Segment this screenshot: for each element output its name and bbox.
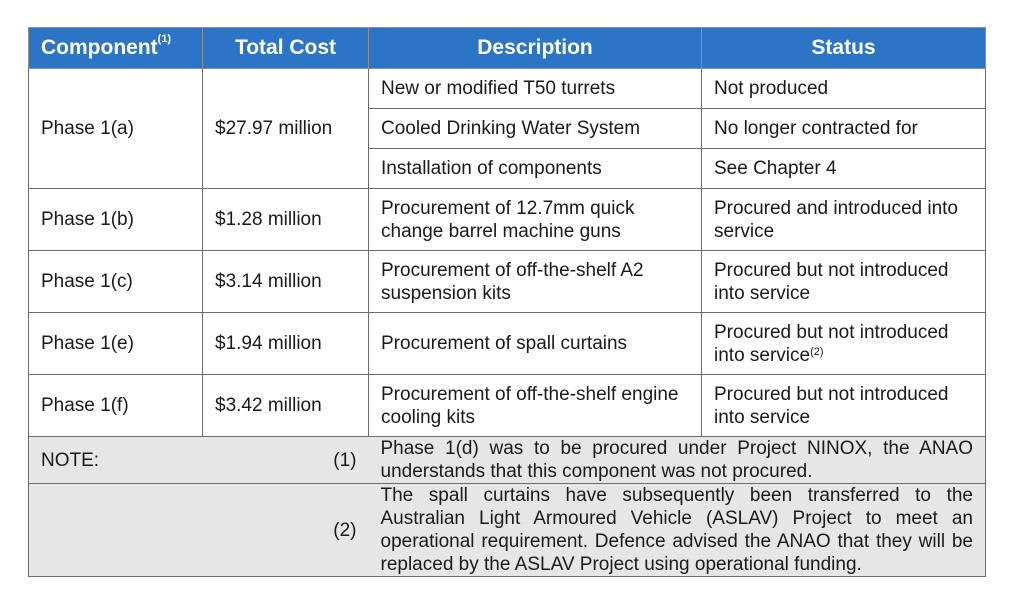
table-row — [29, 375, 986, 437]
table-row — [29, 189, 986, 251]
header-component-label: Component — [41, 36, 158, 59]
note-row — [29, 484, 986, 577]
cost-cell: $1.94 million — [203, 313, 369, 375]
description-cell: Procurement of off-the-shelf A2 suspension kits — [369, 251, 702, 313]
header-description: Description — [369, 28, 702, 69]
header-component — [29, 28, 203, 69]
status-cell: Procured but not introduced into service — [702, 375, 986, 437]
header-status: Status — [702, 28, 986, 69]
cost-cell: $1.28 million — [203, 189, 369, 251]
table-row — [29, 69, 986, 109]
component-cell: Phase 1(b) — [29, 189, 203, 251]
status-footnote: (2) — [810, 345, 824, 358]
note-row — [29, 437, 986, 484]
description-cell: Procurement of off-the-shelf engine cooling kits — [369, 375, 702, 437]
status-cell: See Chapter 4 — [702, 149, 986, 189]
description-cell: Procurement of spall curtains — [369, 313, 702, 375]
status-cell — [702, 313, 986, 375]
status-text: Procured but not introduced into service — [714, 321, 949, 366]
description-cell: New or modified T50 turrets — [369, 69, 702, 109]
component-cell: Phase 1(e) — [29, 313, 203, 375]
description-cell: Cooled Drinking Water System — [369, 109, 702, 149]
table-row — [29, 313, 986, 375]
note-label: NOTE: — [29, 437, 203, 484]
description-cell: Installation of components — [369, 149, 702, 189]
header-row — [29, 28, 986, 69]
table-row — [29, 251, 986, 313]
header-component-footnote: (1) — [157, 33, 172, 45]
status-cell: Not produced — [702, 69, 986, 109]
note-number: (2) — [203, 484, 369, 577]
note-label-empty — [29, 484, 203, 577]
status-cell: Procured and introduced into service — [702, 189, 986, 251]
components-table — [28, 27, 986, 577]
note-number: (1) — [203, 437, 369, 484]
header-total-cost: Total Cost — [203, 28, 369, 69]
note-text: Phase 1(d) was to be procured under Project NINOX, the ANAO understands that this component was not procured. — [369, 437, 986, 484]
cost-cell: $3.14 million — [203, 251, 369, 313]
component-cell: Phase 1(f) — [29, 375, 203, 437]
component-cell: Phase 1(c) — [29, 251, 203, 313]
cost-cell: $3.42 million — [203, 375, 369, 437]
component-cell: Phase 1(a) — [29, 69, 203, 189]
note-text: The spall curtains have subsequently been transferred to the Australian Light Armoured Vehicle (ASLAV) Project to meet an operational requirement. Defence advised the ANAO that they will be replaced by the ASLAV Project using operational funding. — [369, 484, 986, 577]
description-cell: Procurement of 12.7mm quick change barrel machine guns — [369, 189, 702, 251]
status-cell: No longer contracted for — [702, 109, 986, 149]
cost-cell: $27.97 million — [203, 69, 369, 189]
status-cell: Procured but not introduced into service — [702, 251, 986, 313]
